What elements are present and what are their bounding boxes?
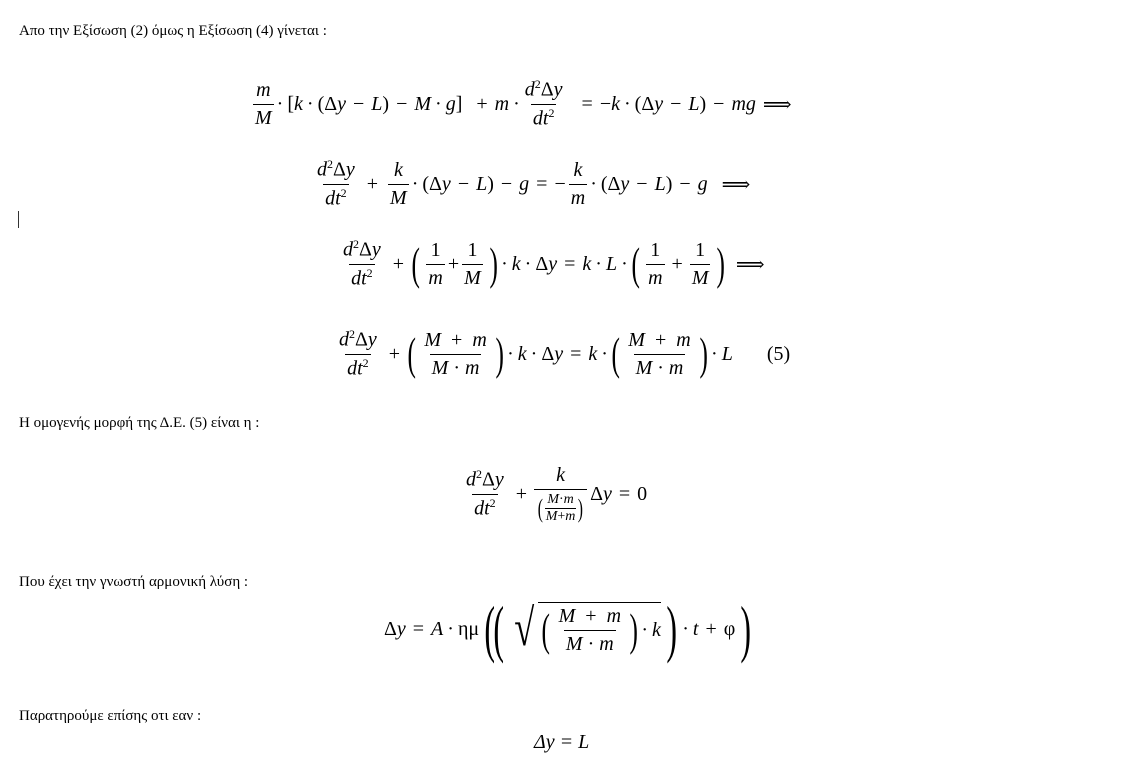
paragraph-harmonic-solution: Που έχει την γνωστή αρμονική λύση : bbox=[19, 574, 249, 590]
equation-line-3: $\frac{d^2\Delta y}{dt^2}$ + ( $\frac{1}{m}$ + $\frac{1}{M}$ ) · k · Δ y = k · L · ( $\frac{1}{m}$ + $\frac{1}{M}$ ) ⟹ bbox=[343, 237, 765, 290]
equation-line-4: $\frac{d^2\Delta y}{dt^2}$ + ( $\frac{M + m}{M \cdot m}$ ) · k · Δ y = k · ( $\frac{M + m}{M \cdot m}$ ) · L (5) bbox=[339, 327, 791, 380]
equation-number: (5) bbox=[766, 342, 791, 365]
equation-line-2: $\frac{d^2\Delta y}{dt^2}$ + $\frac{k}{M}$ · (Δ y − L ) − g = − $\frac{k}{m}$ · (Δ y − L ) − g ⟹ bbox=[317, 157, 751, 210]
text-cursor bbox=[18, 211, 19, 228]
equation-line-1: $\frac{m}{M}$ · [ k · (Δ y − L ) − M · g ] + m · $\frac{d^2\Delta y}{dt^2}$ = − k · (Δ y − L ) − mg ⟹ bbox=[255, 77, 792, 130]
paragraph-intro: Απο την Εξίσωση (2) όμως η Εξίσωση (4) γίνεται : bbox=[19, 23, 327, 39]
equation-delta-y-equals-L-text: Δy = L bbox=[534, 731, 590, 753]
equation-harmonic-solution: Δ y = A · ημ ( ( √ ( $\frac{M + m}{M \cdot m}$ ) · k ) · t + φ ) bbox=[384, 593, 752, 665]
paragraph-homogeneous: Η ομογενής μορφή της Δ.Ε. (5) είναι η : bbox=[19, 415, 260, 431]
equation-homogeneous: $\frac{d^2\Delta y}{dt^2}$ + k ( $\frac{M\cdot m}{M+m}$ ) Δ y = 0 bbox=[466, 464, 648, 525]
paragraph-observation: Παρατηρούμε επίσης οτι εαν : bbox=[19, 708, 202, 724]
equation-delta-y-equals-L bbox=[534, 731, 589, 754]
